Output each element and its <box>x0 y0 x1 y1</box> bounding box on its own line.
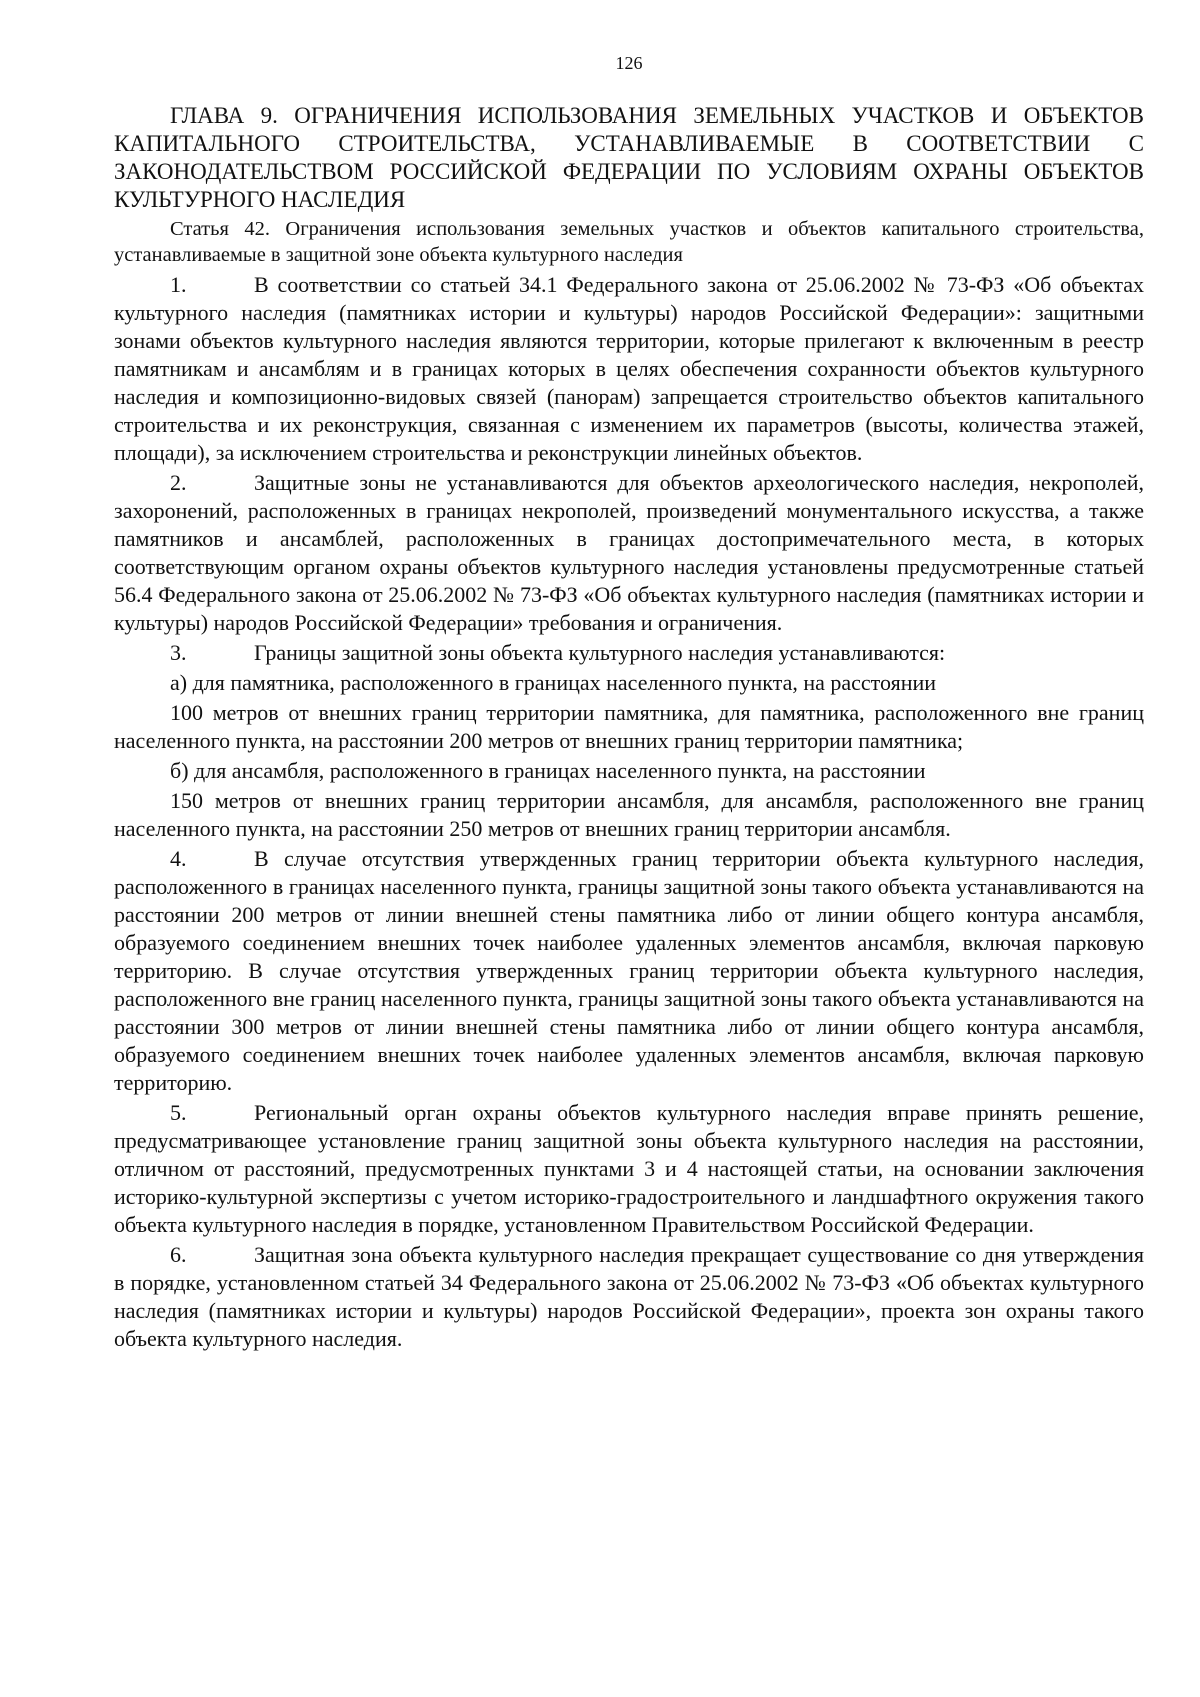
clause-text: Границы защитной зоны объекта культурного наследия устанавливаются: <box>254 640 946 665</box>
clause-1 <box>114 271 1144 467</box>
subclause-a-body: 100 метров от внешних границ территории памятника, для памятника, расположенного вне границ населенного пункта, на расстоянии 200 метров от внешних границ территории памятника; <box>114 700 1144 753</box>
clause-text: В случае отсутствия утвержденных границ территории объекта культурного наследия, расположенного в границах населенного пункта, границы защитной зоны такого объекта устанавливаются на расстоянии 200 метров от линии внешней стены памятника либо от линии общего контура ансамбля, образуемого соединением внешних точек наиболее удаленных элементов ансамбля, включая парковую территорию. В случае отсутствия утвержденных границ территории объекта культурного наследия, расположенного вне границ населенного пункта, границы защитной зоны такого объекта устанавливаются на расстоянии 300 метров от линии внешней стены памятника либо от линии общего контура ансамбля, образуемого соединением внешних точек наиболее удаленных элементов ансамбля, включая парковую территорию. <box>114 846 1144 1095</box>
clause-2 <box>114 469 1144 637</box>
page-number: 126 <box>615 53 643 73</box>
clause-text: В соответствии со статьей 34.1 Федерального закона от 25.06.2002 № 73-ФЗ «Об объектах культурного наследия (памятниках истории и культуры) народов Российской Федерации»: защитными зонами объектов культурного наследия являются территории, которые прилегают к включенным в реестр памятникам и ансамблям и в границах которых в целях обеспечения сохранности объектов культурного наследия и композиционно-видовых связей (панорам) запрещается строительство объектов капитального строительства и их реконструкция, связанная с изменением их параметров (высоты, количества этажей, площади), за исключением строительства и реконструкции линейных объектов. <box>114 272 1144 465</box>
clause-number: 5. <box>170 1100 187 1125</box>
chapter-title: ГЛАВА 9. ОГРАНИЧЕНИЯ ИСПОЛЬЗОВАНИЯ ЗЕМЕЛЬНЫХ УЧАСТКОВ И ОБЪЕКТОВ КАПИТАЛЬНОГО СТРОИТЕЛЬСТВА, УСТАНАВЛИВАЕМЫЕ В СООТВЕТСТВИИ С ЗАКОНОДАТЕЛЬСТВОМ РОССИЙСКОЙ ФЕДЕРАЦИИ ПО УСЛОВИЯМ ОХРАНЫ ОБЪЕКТОВ КУЛЬТУРНОГО НАСЛЕДИЯ <box>114 103 1144 212</box>
clause-number: 4. <box>170 846 187 871</box>
clause-number: 3. <box>170 640 187 665</box>
clause-number: 6. <box>170 1242 187 1267</box>
clause-4 <box>114 845 1144 1097</box>
clause-text: Региональный орган охраны объектов культурного наследия вправе принять решение, предусматривающее установление границ защитной зоны объекта культурного наследия на расстоянии, отличном от расстояний, предусмотренных пунктами 3 и 4 настоящей статьи, на основании заключения историко-культурной экспертизы с учетом историко-градостроительного и ландшафтного окружения такого объекта культурного наследия в порядке, установленном Правительством Российской Федерации. <box>114 1100 1144 1237</box>
document-page <box>114 52 1144 1355</box>
clause-3 <box>114 639 1144 667</box>
subclause-a-intro: а) для памятника, расположенного в границах населенного пункта, на расстоянии <box>170 670 937 695</box>
clause-text: Защитная зона объекта культурного наследия прекращает существование со дня утверждения в порядке, установленном статьей 34 Федерального закона от 25.06.2002 № 73-ФЗ «Об объектах культурного наследия (памятниках истории и культуры) народов Российской Федерации», проекта зон охраны такого объекта культурного наследия. <box>114 1242 1144 1351</box>
clause-6 <box>114 1241 1144 1353</box>
subclause-b-intro: б) для ансамбля, расположенного в границах населенного пункта, на расстоянии <box>170 758 926 783</box>
clause-5 <box>114 1099 1144 1239</box>
clause-number: 2. <box>170 470 187 495</box>
clause-number: 1. <box>170 272 187 297</box>
subclause-b-body: 150 метров от внешних границ территории ансамбля, для ансамбля, расположенного вне границ населенного пункта, на расстоянии 250 метров от внешних границ территории ансамбля. <box>114 788 1144 841</box>
clause-text: Защитные зоны не устанавливаются для объектов археологического наследия, некрополей, захоронений, расположенных в границах некрополей, произведений монументального искусства, а также памятников и ансамблей, расположенных в границах достопримечательного места, в которых соответствующим органом охраны объектов культурного наследия установлены предусмотренные статьей 56.4 Федерального закона от 25.06.2002 № 73-ФЗ «Об объектах культурного наследия (памятниках истории и культуры) народов Российской Федерации» требования и ограничения. <box>114 470 1144 635</box>
article-title: Статья 42. Ограничения использования земельных участков и объектов капитального строительства, устанавливаемые в защитной зоне объекта культурного наследия <box>114 218 1144 266</box>
